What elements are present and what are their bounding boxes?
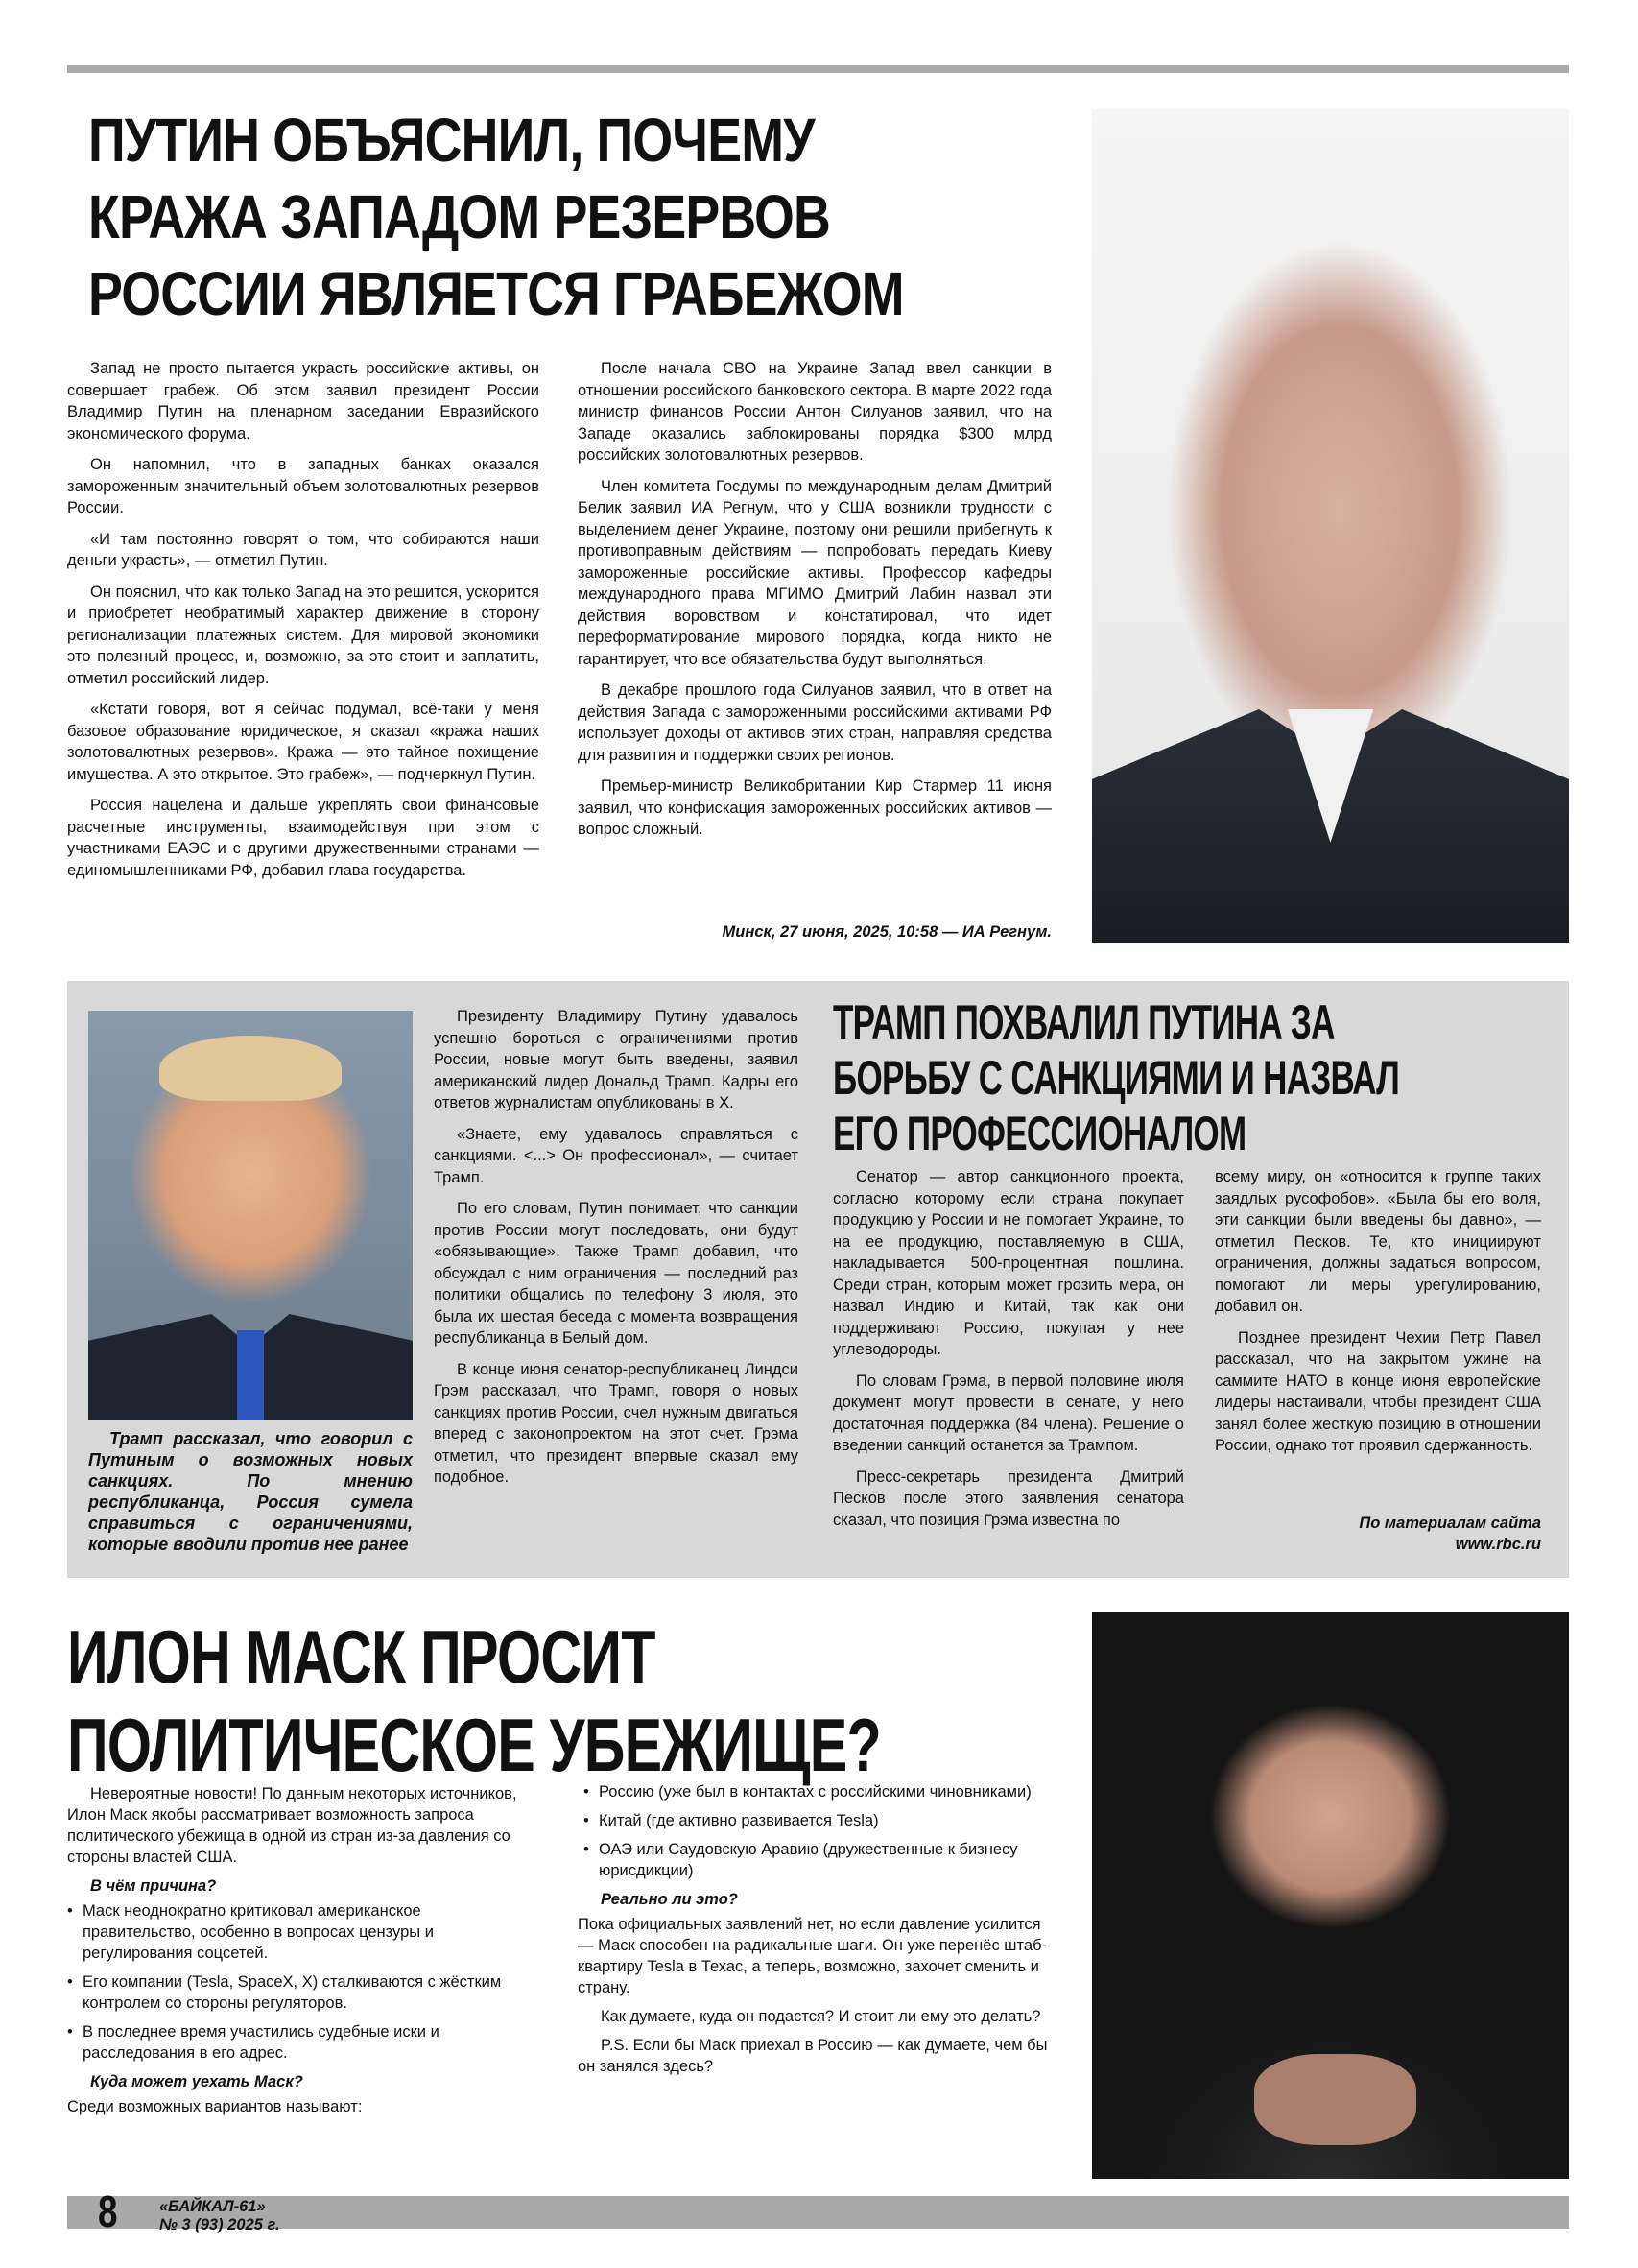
paragraph: P.S. Если бы Маск приехал в Россию — как думаете, чем бы он занялся здесь?: [578, 2037, 1048, 2075]
photo-tie: [237, 1330, 263, 1420]
paragraph: Премьер-министр Великобритании Кир Стармер 11 июня заявил, что конфискация замороженных российских активов — вопрос сложный.: [578, 777, 1052, 838]
paragraph: Член комитета Госдумы по международным делам Дмитрий Белик заявил ИА Регнум, что у США возникли трудности с выделением денег Украине, поэтому они решили прибегнуть к противоправным действиям — попробовать передать Киеву замороженные российские активы. Профессор кафедры международного права МГИМО Дмитрий Лабин назвал эти действия воровством и констатировал, что идет переформатирование мирового порядка, когда никто не гарантирует, что все обязательства будут выполняться.: [578, 477, 1052, 668]
article2-column-1: [434, 1006, 798, 1498]
list-item-text: Маск неоднократно критиковал американское правительство, особенно в вопросах цензуры и регулирования соцсетей.: [83, 1902, 434, 1962]
bullet-icon: •: [67, 1902, 73, 1920]
paper-info: [159, 2198, 280, 2234]
paragraph: «Знаете, ему удавалось справляться с санкциями. <...> Он профессионал», — считает Трамп.: [434, 1125, 798, 1186]
article1-column-2: [578, 358, 1052, 850]
top-rule: [67, 65, 1569, 73]
article1-source: Минск, 27 июня, 2025, 10:58 — ИА Регнум.: [722, 923, 1052, 941]
article2-source: [1215, 1513, 1541, 1555]
list-item-text: ОАЭ или Саудовскую Аравию (дружественные к бизнесу юрисдикции): [599, 1841, 1018, 1879]
caption-text: Трамп рассказал, что говорил с Путиным о возможных новых санкциях. По мнению республиканца, Россия сумела справиться с ограничениями, которые вводили против нее ранее: [88, 1429, 413, 1554]
list-item: [585, 1839, 1057, 1881]
paragraph: Президенту Владимиру Путину удавалось успешно бороться с ограничениями против России, новые могут быть введены, заявил американский лидер Дональд Трамп. Кадры его ответов журналистам опубликованы в X.: [434, 1008, 798, 1111]
paragraph: По словам Грэма, в первой половине июля документ могут провести в сенате, у него достаточная поддержка (84 члена). Решение о введении санкций останется за Трампом.: [833, 1372, 1184, 1454]
issue-number: № 3 (93) 2025 г.: [159, 2216, 280, 2233]
photo-hands: [1254, 2054, 1416, 2144]
paragraph: всему миру, он «относится к группе таких заядлых русофобов». «Была бы его воля, эти санкции были введены бы давно», — отметил Песков. Те, кто инициируют ограничения, должны задаться вопросом, помогают ли меры урегулированию, добавил он.: [1215, 1168, 1541, 1315]
list-item-text: Его компании (Tesla, SpaceX, X) сталкиваются с жёстким контролем со стороны регуляторов.: [83, 1973, 502, 2012]
source-line: www.rbc.ru: [1455, 1536, 1541, 1553]
page-number: 8: [98, 2186, 118, 2236]
paper-name: «БАЙКАЛ-61»: [159, 2198, 266, 2215]
paragraph: Запад не просто пытается украсть российские активы, он совершает грабеж. Об этом заявил президент России Владимир Путин на пленарном заседании Евразийского экономического форума.: [67, 360, 539, 442]
musk-photo: [1092, 1612, 1569, 2179]
headline-musk: ИЛОН МАСК ПРОСИТ ПОЛИТИЧЕСКОЕ УБЕЖИЩЕ?: [67, 1614, 881, 1787]
headline-putin: ПУТИН ОБЪЯСНИЛ, ПОЧЕМУ КРАЖА ЗАПАДОМ РЕЗЕРВОВ РОССИИ ЯВЛЯЕТСЯ ГРАБЕЖОМ: [88, 106, 904, 328]
paragraph: Россия нацелена и дальше укреплять свои финансовые расчетные инструменты, взаимодействуя при этом с участниками ЕАЭС и с другими дружественными странами — единомышленниками РФ, добавил глава государства.: [67, 797, 539, 879]
paragraph: Пресс-секретарь президента Дмитрий Песков после этого заявления сенатора сказал, что позиция Грэма известна по: [833, 1468, 1184, 1529]
source-line: По материалам сайта: [1359, 1515, 1541, 1532]
article3-column-2: [578, 1781, 1057, 2085]
paragraph: В декабре прошлого года Силуанов заявил, что в ответ на действия Запада с замороженными российскими активами РФ использует доходы от активов этих стран, направляя средства для развития и поддержки своих регионов.: [578, 681, 1052, 764]
list-item-text: В последнее время участились судебные иски и расследования в его адрес.: [83, 2023, 439, 2062]
subheading: В чём причина?: [90, 1877, 217, 1895]
paragraph: Он напомнил, что в западных банках оказался замороженным значительный объем золотовалютных резервов России.: [67, 456, 539, 516]
bullet-icon: •: [583, 1783, 589, 1801]
bullet-icon: •: [67, 2023, 73, 2041]
list-item: [67, 1971, 537, 2014]
paragraph: Среди возможных вариантов называют:: [67, 2098, 363, 2115]
list-item: [67, 1900, 537, 1964]
list-item-text: Китай (где активно развивается Tesla): [599, 1812, 879, 1829]
article2-column-2: [833, 1166, 1184, 1540]
footer-bar: [67, 2196, 1569, 2229]
subheading: Реально ли это?: [601, 1891, 738, 1908]
paragraph: «И там постоянно говорят о том, что собираются наши деньги украсть», — отметил Путин.: [67, 530, 539, 569]
article3-column-1: [67, 1783, 537, 2125]
paragraph: По его словам, Путин понимает, что санкции против России могут последовать, они будут «обязывающие». Также Трамп добавил, что обсуждал с ним ограничения — последний раз политики общались по телефону 3 июля, это была их шестая беседа с момента возвращения республиканца в Белый дом.: [434, 1200, 798, 1347]
headline-trump: ТРАМП ПОХВАЛИЛ ПУТИНА ЗА БОРЬБУ С САНКЦИЯМИ И НАЗВАЛ ЕГО ПРОФЕССИОНАЛОМ: [833, 995, 1400, 1160]
bullet-icon: •: [583, 1841, 589, 1858]
paragraph: В конце июня сенатор-республиканец Линдси Грэм рассказал, что Трамп, говоря о новых санкциях против России, счел нужным двигаться вперед с законопроектом на этот счет. Грэма отметил, что президент впервые сказал ему подобное.: [434, 1360, 798, 1486]
article1-column-1: [67, 358, 539, 891]
subheading: Куда может уехать Маск?: [90, 2073, 303, 2090]
paragraph: Невероятные новости! По данным некоторых источников, Илон Маск якобы рассматривает возможность запроса политического убежища в одной из стран из-за давления со стороны властей США.: [67, 1785, 517, 1866]
article2-column-3: [1215, 1166, 1541, 1467]
paragraph: Пока официальных заявлений нет, но если давление усилится — Маск способен на радикальные шаги. Он уже перенёс штаб-квартиру Tesla в Техас, а теперь, возможно, захочет сменить и страну.: [578, 1916, 1048, 1996]
paragraph: «Кстати говоря, вот я сейчас подумал, всё-таки у меня базовое образование юридическое, я сказал «кража наших золотовалютных резервов». Кража — это тайное похищение имущества. А это открытое. Это грабеж», — подчеркнул Путин.: [67, 701, 539, 783]
photo-hair: [159, 1036, 341, 1101]
list-item: [67, 2021, 537, 2064]
paragraph: После начала СВО на Украине Запад ввел санкции в отношении российского банковского сектора. В марте 2022 года министр финансов России Антон Силуанов заявил, что на Западе оказались заблокированы порядка $300 млрд российских золотовалютных резервов.: [578, 360, 1052, 464]
putin-photo: [1092, 109, 1569, 943]
paragraph: Позднее президент Чехии Петр Павел рассказал, что на закрытом ужине на саммите НАТО в конце июня европейские лидеры настаивали, чтобы президент США занял более жесткую позицию в отношении России, однако тот проявил сдержанность.: [1215, 1328, 1541, 1454]
paragraph: Он пояснил, что как только Запад на это решится, ускорится и приобретет необратимый характер движение в сторону регионализации платежных систем. Для мировой экономики это полезный процесс, и, возможно, за это стоит и заплатить, отметил российский лидер.: [67, 583, 539, 687]
trump-photo: [88, 1011, 413, 1420]
bullet-icon: •: [67, 1973, 73, 1991]
list-item: [585, 1810, 1057, 1831]
bullet-icon: •: [583, 1812, 589, 1829]
paragraph: Сенатор — автор санкционного проекта, согласно которому если страна покупает продукцию у России и не помогает Украине, то на ее продукцию, поставляемую в США, накладывается 500-процентная пошлина. Среди стран, которым может грозить мера, он назвал Индию и Китай, так как они поддерживают Россию, покупая у нее углеводороды.: [833, 1168, 1184, 1358]
trump-photo-caption: [88, 1428, 413, 1555]
list-item: [585, 1781, 1057, 1802]
list-item-text: Россию (уже был в контактах с российскими чиновниками): [599, 1783, 1032, 1801]
paragraph: Как думаете, куда он подастся? И стоит ли ему это делать?: [601, 2008, 1041, 2025]
